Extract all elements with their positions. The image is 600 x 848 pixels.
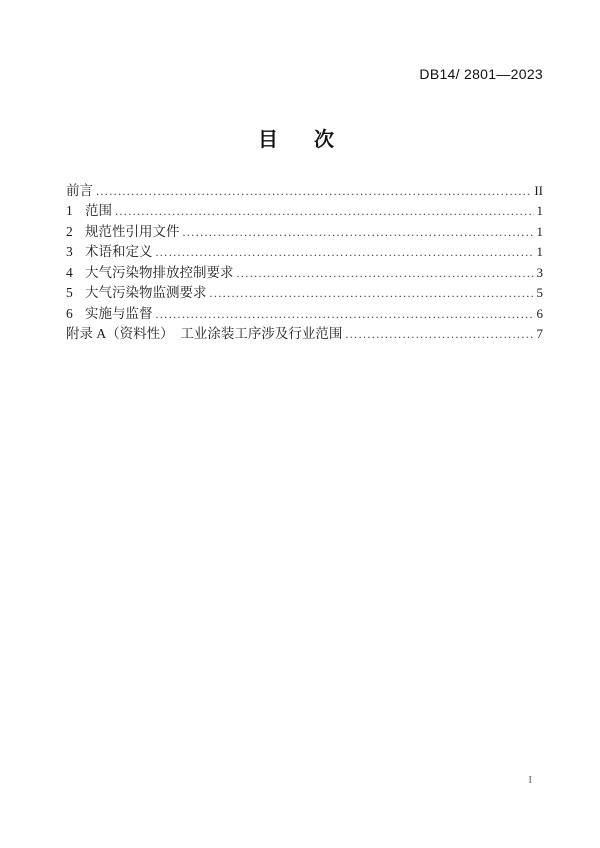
toc-leader-dots <box>115 203 534 219</box>
toc-entry <box>66 261 543 281</box>
toc-entry-page: 6 <box>536 305 543 321</box>
toc-entry <box>66 179 543 199</box>
toc-list <box>66 179 543 343</box>
toc-entry <box>66 220 543 240</box>
toc-entry-label: 前言 <box>66 183 93 198</box>
toc-entry-label: 范围 <box>85 203 112 219</box>
toc-leader-dots <box>237 265 534 281</box>
toc-leader-dots <box>183 224 534 240</box>
toc-entry <box>66 199 543 219</box>
toc-entry <box>66 240 543 260</box>
toc-entry <box>66 302 543 322</box>
toc-leader-dots <box>96 183 531 199</box>
toc-entry <box>66 322 543 342</box>
toc-entry-page: 1 <box>536 203 543 219</box>
toc-entry-label: 实施与监督 <box>85 305 153 321</box>
toc-entry-page: 1 <box>536 244 543 260</box>
toc-leader-dots <box>156 306 534 322</box>
toc-entry-label: 大气污染物排放控制要求 <box>85 264 234 280</box>
toc-entry-label: 大气污染物监测要求 <box>85 285 207 301</box>
toc-entry-label: 附录 A（资料性） 工业涂装工序涉及行业范围 <box>66 326 343 342</box>
toc-entry <box>66 281 543 301</box>
toc-entry-number: 6 <box>66 305 73 321</box>
page-title: 目 次 <box>258 129 342 151</box>
toc-entry-page: 3 <box>536 264 543 280</box>
toc-entry-label: 规范性引用文件 <box>85 223 180 239</box>
toc-leader-dots <box>156 244 534 260</box>
footer-page-number: I <box>528 774 532 786</box>
toc-entry-label: 术语和定义 <box>85 244 153 260</box>
standard-number: DB14/ 2801—2023 <box>419 66 543 82</box>
toc-entry-number: 5 <box>66 285 73 301</box>
toc-entry-page: 7 <box>536 326 543 342</box>
toc-entry-number: 4 <box>66 264 73 280</box>
toc-entry-page: 1 <box>536 223 543 239</box>
toc-entry-number: 2 <box>66 223 73 239</box>
toc-entry-page: 5 <box>536 285 543 301</box>
toc-entry-page: II <box>534 183 543 198</box>
toc-leader-dots <box>210 285 534 301</box>
toc-leader-dots <box>345 326 533 342</box>
toc-entry-number: 1 <box>66 203 73 219</box>
toc-entry-number: 3 <box>66 244 73 260</box>
